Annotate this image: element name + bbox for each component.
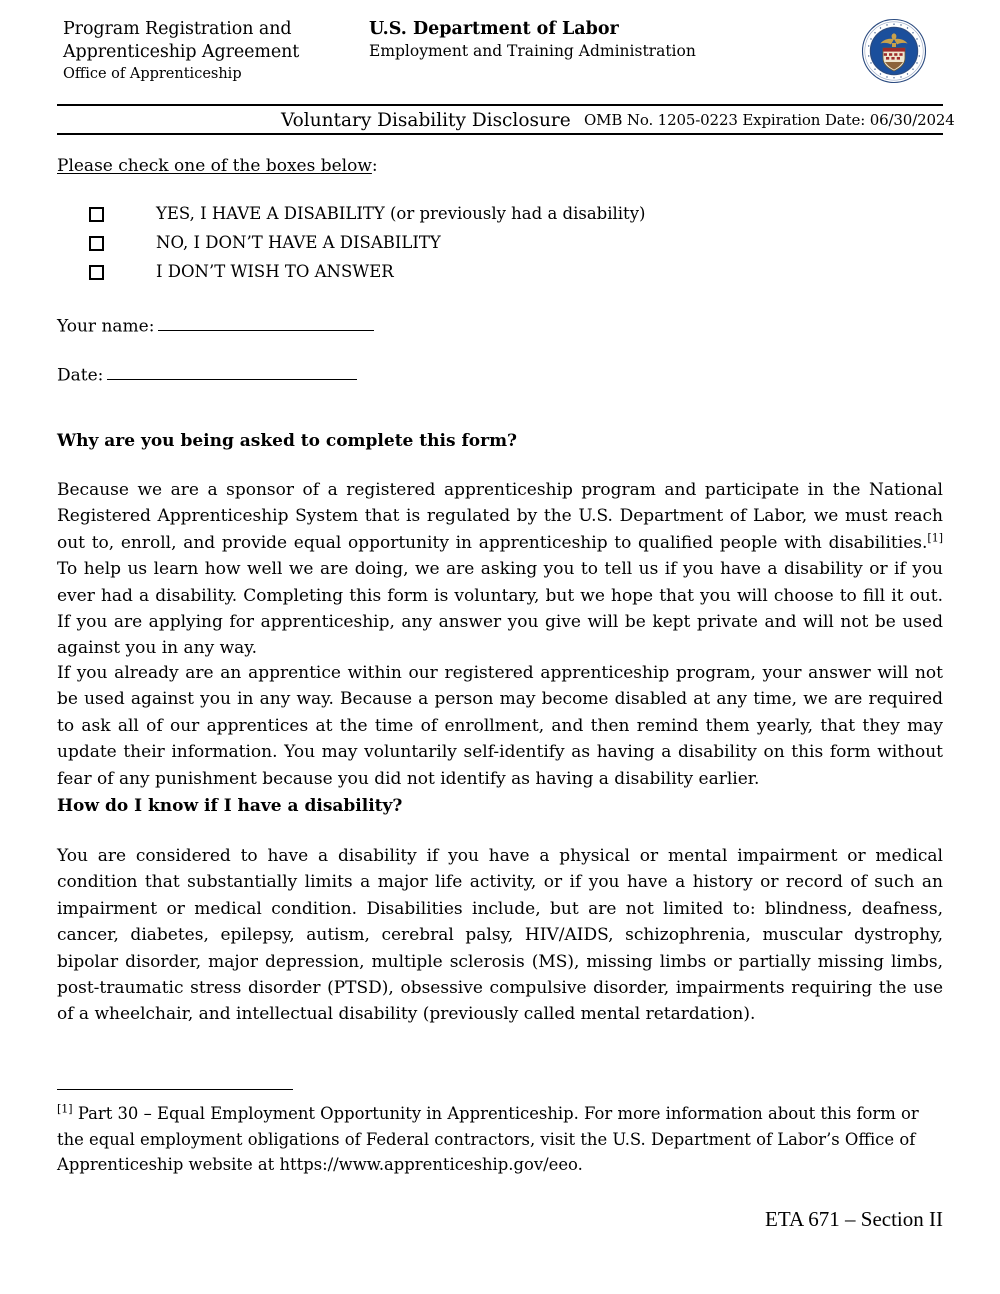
omb-control-number: OMB No. 1205-0223 Expiration Date: 06/30/2024: [584, 111, 955, 129]
option-row-yes[interactable]: [89, 203, 909, 232]
why-p1-part-b: To help us learn how well we are doing, we are asking you to tell us if you have a disability or if you ever had a disability. Completing this form is voluntary, but we hope that you will choose to fill it out. If you are applying for apprenticeship, any answer you give will be kept private and will not be used against you in any way.: [57, 559, 943, 659]
your-name-label: Your name:: [57, 316, 155, 337]
header-rule-bottom: [57, 133, 943, 135]
dol-seal-icon: [861, 18, 927, 84]
option-label-no: NO, I DON’T HAVE A DISABILITY: [156, 233, 441, 252]
footnote-text: Part 30 – Equal Employment Opportunity in Apprenticeship. For more information about this form or the equal employment obligations of Federal contractors, visit the U.S. Department of Labor’s Office of Apprenticeship website at https://www.apprenticeship.gov/eeo.: [57, 1104, 919, 1174]
section-why-paragraph-2: If you already are an apprentice within our registered apprenticeship program, your answer will not be used against you in any way. Because a person may become disabled at any time, we are required to ask all of our apprentices at the time of enrollment, and then remind them yearly, that they may update their information. You may voluntarily self-identify as having a disability on this form without fear of any punishment because you did not identify as having a disability earlier.: [57, 663, 943, 789]
document-header: [57, 18, 943, 90]
section-heading-how: How do I know if I have a disability?: [57, 796, 403, 816]
header-program-line1: Program Registration and: [63, 19, 292, 39]
instruction-colon: :: [371, 156, 378, 176]
section-heading-why: Why are you being asked to complete this form?: [57, 431, 518, 451]
your-name-input[interactable]: [158, 316, 374, 331]
instruction-text: Please check one of the boxes below: [57, 156, 372, 176]
option-row-no[interactable]: [89, 232, 909, 261]
option-label-yes: YES, I HAVE A DISABILITY (or previously had a disability): [156, 204, 646, 223]
instruction-line: [57, 156, 378, 176]
date-input[interactable]: [107, 365, 357, 380]
footnote-separator-rule: [57, 1089, 293, 1090]
header-program-line2: Apprenticeship Agreement: [63, 42, 300, 62]
section-how-paragraph-1: You are considered to have a disability if you have a physical or mental impairment or medical condition that substantially limits a major life activity, or if you have a history or record of such an impairment or medical condition. Disabilities include, but are not limited to: blindness, deafness, cancer, diabetes, epilepsy, autism, cerebral palsy, HIV/AIDS, schizophrenia, muscular dystrophy, bipolar disorder, major depression, multiple sclerosis (MS), missing limbs or partially missing limbs, post-traumatic stress disorder (PTSD), obsessive compulsive disorder, impairments requiring the use of a wheelchair, and intellectual disability (previously called mental retardation).: [57, 846, 943, 1025]
footnote-reference-1[interactable]: [1]: [927, 531, 943, 545]
date-field-row: [57, 365, 357, 385]
footnote-1: [57, 1101, 943, 1178]
checkbox-no-answer[interactable]: [89, 265, 104, 280]
page-title: Voluntary Disability Disclosure: [281, 109, 571, 131]
section-why-paragraph-1: [57, 477, 943, 662]
footnote-marker: [1]: [57, 1102, 73, 1116]
header-agency-block: [369, 18, 839, 62]
why-p1-part-a: Because we are a sponsor of a registered apprenticeship program and participate in the National Registered Apprenticeship System that is regulated by the U.S. Department of Labor, we must reach out to, enroll, and provide equal opportunity in apprenticeship to qualified people with disabilities.: [57, 480, 943, 553]
option-label-no-answer: I DON’T WISH TO ANSWER: [156, 262, 394, 281]
checkbox-no[interactable]: [89, 236, 104, 251]
header-subagency-name: Employment and Training Administration: [369, 42, 696, 60]
header-office-line: Office of Apprenticeship: [63, 66, 242, 82]
header-agency-name: U.S. Department of Labor: [369, 19, 619, 39]
disability-options-group: [89, 203, 909, 290]
option-row-no-answer[interactable]: [89, 261, 909, 290]
header-program-title-block: [63, 18, 363, 84]
checkbox-yes[interactable]: [89, 207, 104, 222]
title-bar: [57, 107, 955, 133]
date-label: Date:: [57, 365, 104, 386]
page-footer: ETA 671 – Section II: [765, 1207, 943, 1231]
your-name-field-row: [57, 316, 374, 336]
header-rule-top: [57, 104, 943, 106]
